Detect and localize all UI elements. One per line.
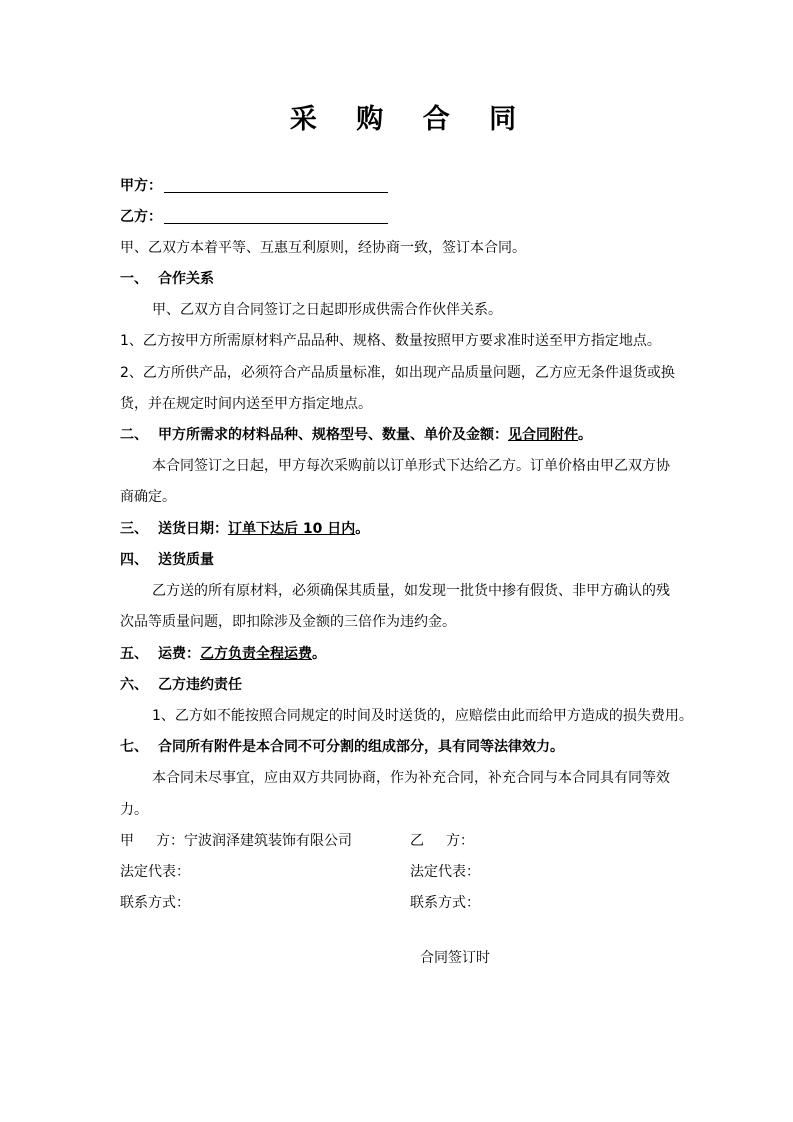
section-2-heading <box>120 425 592 445</box>
delivery-date-value: 订单下达后 10 日内 <box>228 521 356 537</box>
section-1-heading <box>120 269 214 289</box>
signing-time-label: 合同签订时 <box>420 950 490 966</box>
section-2-title: 甲方所需求的材料品种、规格型号、数量、单价及金额： <box>158 427 508 443</box>
signature-party-a <box>120 831 352 851</box>
section-1-para-3b: 货，并在规定时间内送至甲方指定地点。 <box>120 396 372 412</box>
section-4-para-1a: 乙方送的所有原材料，必须确保其质量，如发现一批货中掺有假货、非甲方确认的残 <box>152 583 670 599</box>
signature-party-b-label-2: 方： <box>446 833 474 849</box>
section-7-title: 合同所有附件是本合同不可分割的组成部分，具有同等法律效力。 <box>158 739 564 755</box>
section-3-number: 三、 <box>120 521 148 537</box>
document-title: 采 购 合 同 <box>289 104 532 135</box>
section-3-title-end: 。 <box>355 521 370 537</box>
signature-party-a-label-1: 甲 <box>120 833 134 849</box>
section-1-para-1: 甲、乙双方自合同签订之日起即形成供需合作伙伴关系。 <box>152 302 502 318</box>
party-b-contact: 联系方式： <box>410 895 480 911</box>
section-7-number: 七、 <box>120 739 148 755</box>
party-a-legal-rep: 法定代表： <box>120 864 190 880</box>
party-a-label: 甲方： <box>120 178 162 194</box>
party-b-line <box>120 207 388 227</box>
section-2-attachment-ref: 见合同附件 <box>508 427 578 443</box>
section-3-heading <box>120 519 369 539</box>
section-4-para-1b: 次品等质量问题，即扣除涉及金额的三倍作为违约金。 <box>120 614 456 630</box>
section-1-para-3a: 2、乙方所供产品，必须符合产品质量标准，如出现产品质量问题，乙方应无条件退货或换 <box>120 365 675 381</box>
intro-text: 甲、乙双方本着平等、互惠互利原则，经协商一致，签订本合同。 <box>120 240 526 256</box>
section-6-title: 乙方违约责任 <box>158 677 242 693</box>
section-3-title: 送货日期： <box>158 521 228 537</box>
section-6-number: 六、 <box>120 677 148 693</box>
signature-party-a-label-2: 方： <box>156 833 184 849</box>
section-2-title-end: 。 <box>578 427 592 443</box>
section-2-number: 二、 <box>120 427 148 443</box>
party-a-blank <box>164 178 388 193</box>
section-6-heading <box>120 675 242 695</box>
section-2-para-1b: 商确定。 <box>120 489 176 505</box>
section-4-heading <box>120 550 214 570</box>
section-4-number: 四、 <box>120 552 148 568</box>
section-2-para-1a: 本合同签订之日起，甲方每次采购前以订单形式下达给乙方。订单价格由甲乙双方协 <box>152 458 670 474</box>
party-b-legal-rep: 法定代表： <box>410 864 480 880</box>
section-1-number: 一、 <box>120 271 148 287</box>
section-7-para-1b: 力。 <box>120 802 148 818</box>
party-a-contact: 联系方式： <box>120 895 190 911</box>
party-a-line <box>120 176 388 196</box>
section-1-para-2: 1、乙方按甲方所需原材料产品品种、规格、数量按照甲方要求准时送至甲方指定地点。 <box>120 333 661 349</box>
party-b-label: 乙方： <box>120 209 162 225</box>
section-7-para-1a: 本合同未尽事宜，应由双方共同协商，作为补充合同，补充合同与本合同具有同等效 <box>152 770 670 786</box>
section-5-title: 运费： <box>158 646 200 662</box>
section-1-title: 合作关系 <box>158 271 214 287</box>
section-5-title-end: 。 <box>312 646 326 662</box>
freight-value: 乙方负责全程运费 <box>200 646 312 662</box>
section-6-para-1: 1、乙方如不能按照合同规定的时间及时送货的，应赔偿由此而给甲方造成的损失费用。 <box>152 708 693 724</box>
party-b-blank <box>164 209 388 224</box>
signature-party-b <box>410 831 474 851</box>
section-5-heading <box>120 644 326 664</box>
section-5-number: 五、 <box>120 646 148 662</box>
section-7-heading <box>120 737 564 757</box>
section-4-title: 送货质量 <box>158 552 214 568</box>
signature-party-b-label-1: 乙 <box>410 833 424 849</box>
signature-party-a-company: 宁波润泽建筑装饰有限公司 <box>184 833 352 849</box>
